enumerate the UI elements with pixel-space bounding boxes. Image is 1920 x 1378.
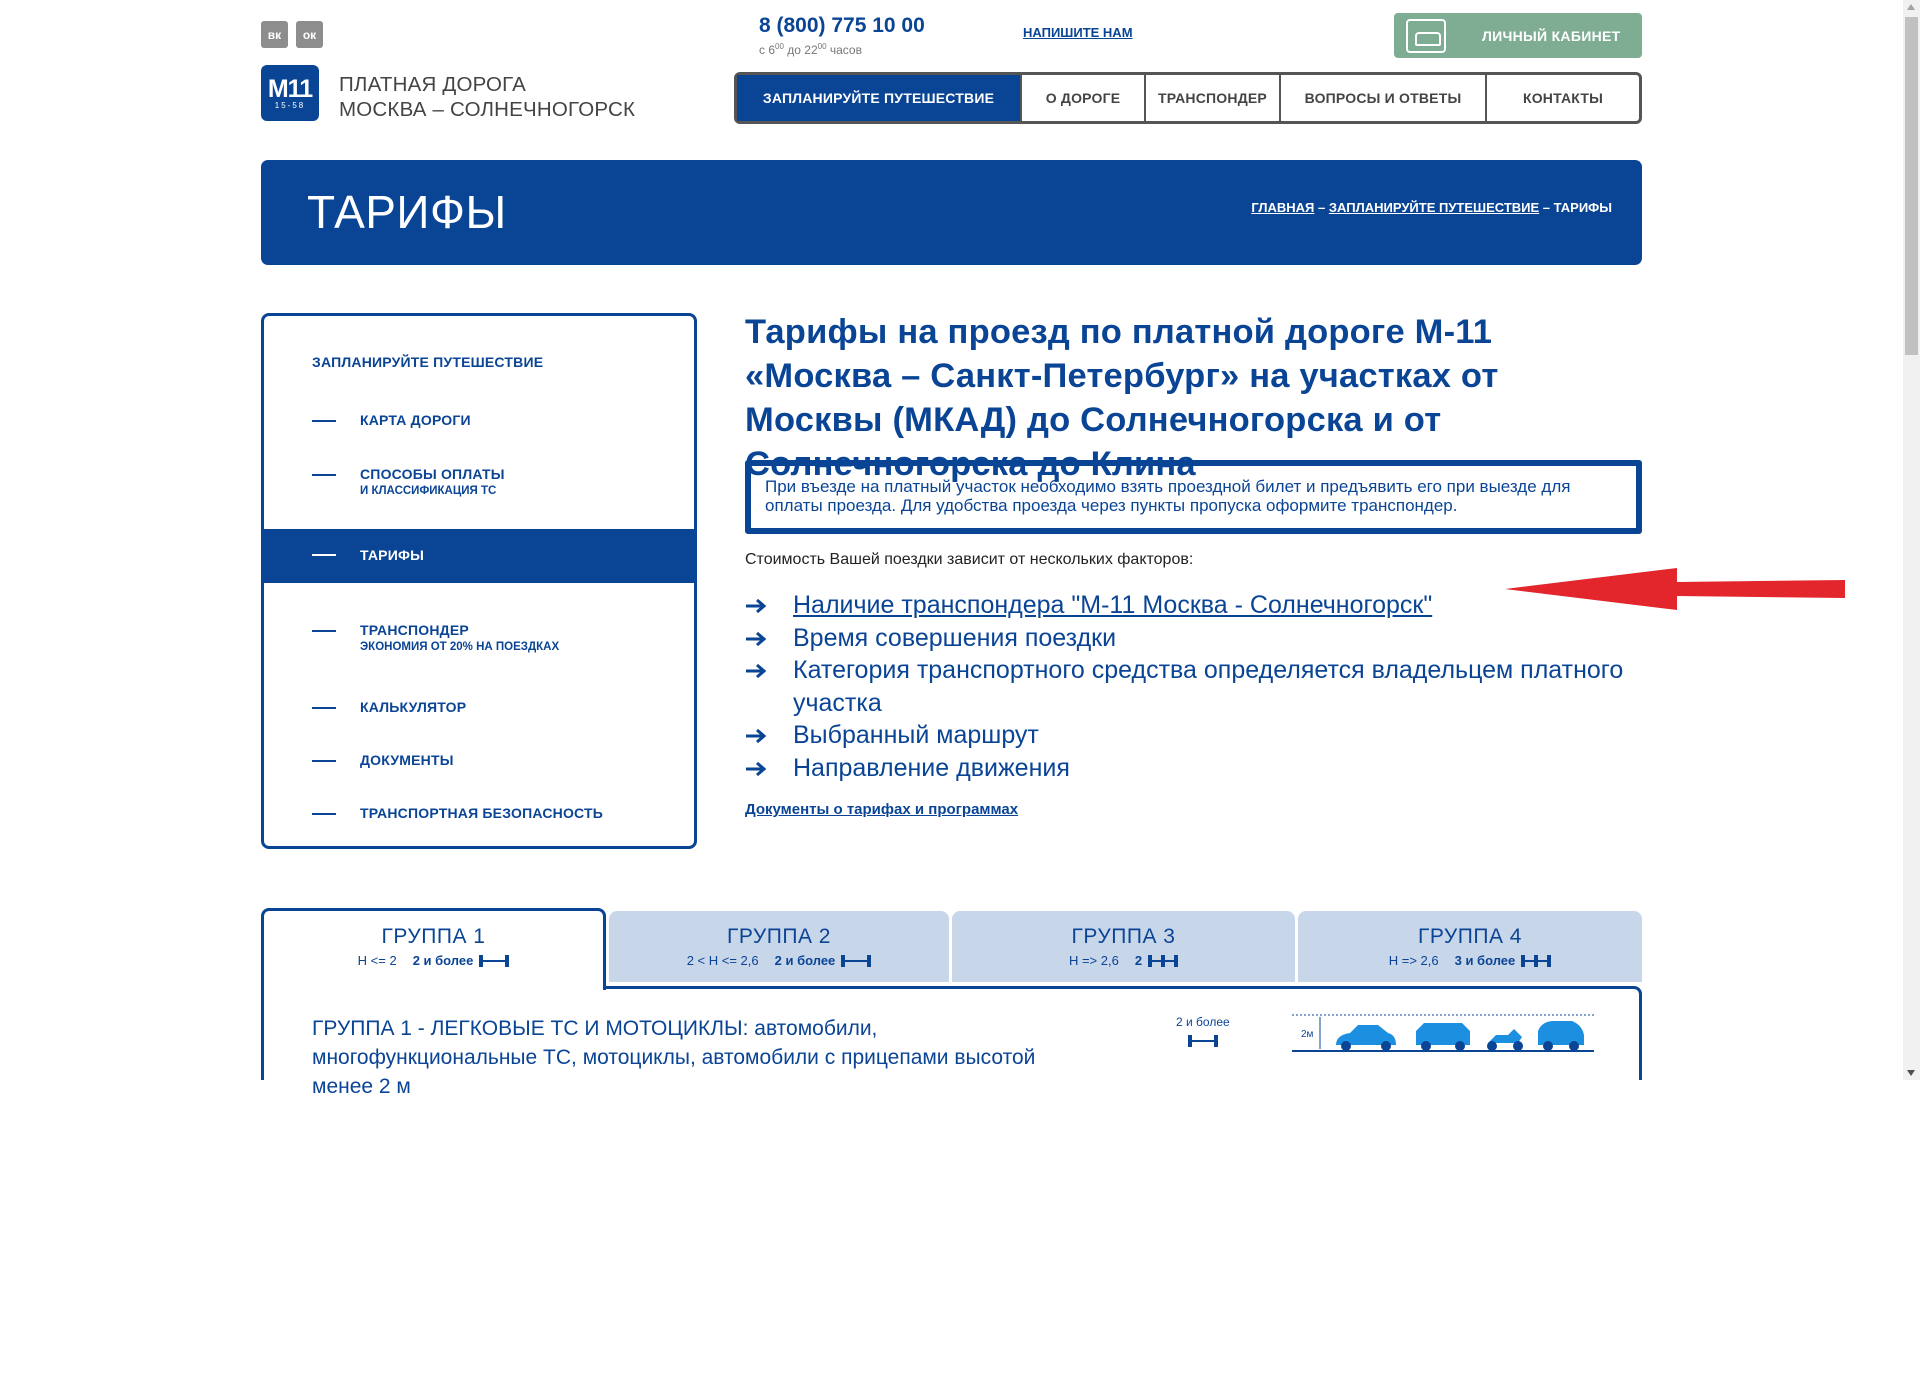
scroll-down-icon[interactable] xyxy=(1907,1070,1915,1076)
arrow-right-icon xyxy=(745,598,767,614)
dash-icon xyxy=(312,707,336,709)
dash-icon xyxy=(312,420,336,422)
tab-group-4[interactable]: ГРУППА 4 H => 2,6 3 и более xyxy=(1298,911,1642,982)
factor-transponder[interactable]: Наличие транспондера "М-11 Москва - Солнечногорск" xyxy=(745,589,1645,622)
sidebar-item-documents[interactable]: ДОКУМЕНТЫ xyxy=(264,736,694,790)
personal-cabinet-button[interactable] xyxy=(1394,13,1642,58)
brand-line2: МОСКВА – СОЛНЕЧНОГОРСК xyxy=(339,98,636,121)
arrow-right-icon xyxy=(745,728,767,744)
scroll-thumb[interactable] xyxy=(1905,17,1918,355)
dash-icon xyxy=(312,554,336,556)
logo-main: M11 xyxy=(267,74,313,103)
sidebar-item-road-map[interactable]: КАРТА ДОРОГИ xyxy=(264,396,694,450)
breadcrumb: ГЛАВНАЯ – ЗАПЛАНИРУЙТЕ ПУТЕШЕСТВИЕ – ТАРИФЫ xyxy=(1251,200,1612,215)
tariff-documents-link[interactable]: Документы о тарифах и программах xyxy=(745,801,1019,818)
nav-contacts[interactable]: КОНТАКТЫ xyxy=(1485,75,1639,121)
page-banner xyxy=(261,160,1642,265)
factors-intro: Стоимость Вашей поездки зависит от нескольких факторов: xyxy=(745,551,1194,568)
tab-group-2[interactable]: ГРУППА 2 2 < H <= 2,6 2 и более xyxy=(609,911,949,982)
nav-faq[interactable]: ВОПРОСЫ И ОТВЕТЫ xyxy=(1279,75,1485,121)
axle-icon xyxy=(1188,1035,1218,1047)
cabinet-label: ЛИЧНЫЙ КАБИНЕТ xyxy=(1482,27,1621,44)
tab-group-3[interactable]: ГРУППА 3 H => 2,6 2 xyxy=(952,911,1295,982)
sidebar-menu xyxy=(261,313,697,849)
sidebar-item-tariffs[interactable]: ТАРИФЫ xyxy=(264,529,694,583)
working-hours: с $6^{00}$ до $22^{00}$ часов xyxy=(759,42,862,57)
sidebar-item-calculator[interactable]: КАЛЬКУЛЯТОР xyxy=(264,683,694,737)
sidebar-item-payment[interactable]: СПОСОБЫ ОПЛАТЫ И КЛАССИФИКАЦИЯ ТС xyxy=(264,450,694,520)
list-item: Время совершения поездки xyxy=(745,622,1645,655)
nav-transponder[interactable]: ТРАНСПОНДЕР xyxy=(1144,75,1279,121)
vehicles-illustration-icon xyxy=(1292,1013,1594,1059)
scroll-up-icon[interactable] xyxy=(1907,4,1915,10)
sidebar-heading[interactable]: ЗАПЛАНИРУЙТЕ ПУТЕШЕСТВИЕ xyxy=(312,354,544,370)
sidebar-item-transponder[interactable]: ТРАНСПОНДЕР ЭКОНОМИЯ ОТ 20% НА ПОЕЗДКАХ xyxy=(264,606,694,676)
write-us-link[interactable]: НАПИШИТЕ НАМ xyxy=(1023,25,1133,40)
social-links xyxy=(261,21,323,48)
odnoklassniki-icon[interactable]: ок xyxy=(296,21,323,48)
page-scrollbar[interactable] xyxy=(1903,0,1920,1080)
arrow-right-icon xyxy=(745,761,767,777)
list-item: Направление движения xyxy=(745,752,1645,785)
group-1-panel xyxy=(261,986,1642,1098)
tab-group-1[interactable]: ГРУППА 1 H <= 2 2 и более xyxy=(261,908,606,990)
phone-number[interactable]: 8 (800) 775 10 00 xyxy=(759,14,925,37)
panel-axle-info: 2 и более xyxy=(1176,1015,1230,1050)
vehicle-group-tabs xyxy=(261,908,1642,988)
brand-name[interactable] xyxy=(339,72,635,122)
dash-icon xyxy=(312,630,336,632)
breadcrumb-section[interactable]: ЗАПЛАНИРУЙТЕ ПУТЕШЕСТВИЕ xyxy=(1328,200,1540,215)
tariffs-heading: Тарифы на проезд по платной дороге М-11 «Москва – Санкт-Петербург» на участках от Москвы (МКАД) до Солнечногорска и от Солнечногорска до Клина xyxy=(745,313,1499,483)
main-nav xyxy=(734,72,1642,124)
annotation-arrow-icon xyxy=(1505,568,1845,610)
dash-icon xyxy=(312,474,336,476)
car-transponder-icon xyxy=(1406,19,1446,53)
factors-list xyxy=(745,589,1645,784)
breadcrumb-current: ТАРИФЫ xyxy=(1553,200,1612,215)
dash-icon xyxy=(312,760,336,762)
nav-plan-trip[interactable]: ЗАПЛАНИРУЙТЕ ПУТЕШЕСТВИЕ xyxy=(737,75,1020,121)
site-header xyxy=(0,0,1920,140)
axle-icon xyxy=(1521,955,1551,967)
arrow-right-icon xyxy=(745,631,767,647)
page-title: ТАРИФЫ xyxy=(307,186,507,238)
vk-icon[interactable]: вк xyxy=(261,21,288,48)
nav-about-road[interactable]: О ДОРОГЕ xyxy=(1020,75,1144,121)
axle-icon xyxy=(1148,955,1178,967)
arrow-right-icon xyxy=(745,663,767,679)
axle-icon xyxy=(841,955,871,967)
brand-line1: ПЛАТНАЯ ДОРОГА xyxy=(339,73,526,96)
logo-sub: 15-58 xyxy=(274,100,306,110)
svg-text:2м: 2м xyxy=(1301,1029,1314,1040)
axle-icon xyxy=(479,955,509,967)
site-logo[interactable] xyxy=(261,65,319,121)
list-item: Выбранный маршрут xyxy=(745,719,1645,752)
dash-icon xyxy=(312,813,336,815)
group-description: ГРУППА 1 - ЛЕГКОВЫЕ ТС И МОТОЦИКЛЫ: автомобили, многофункциональные ТС, мотоциклы, автомобили с прицепами высотой менее 2 м xyxy=(312,1017,1036,1098)
breadcrumb-home[interactable]: ГЛАВНАЯ xyxy=(1251,200,1315,215)
sidebar-item-transport-security[interactable]: ТРАНСПОРТНАЯ БЕЗОПАСНОСТЬ xyxy=(264,789,694,843)
ticket-notice: При въезде на платный участок необходимо взять проездной билет и предъявить его при выезде для оплаты проезда. Для удобства проезда через пункты пропуска оформите транспондер. xyxy=(745,460,1642,534)
list-item: Категория транспортного средства определяется владельцем платного участка xyxy=(745,654,1645,719)
